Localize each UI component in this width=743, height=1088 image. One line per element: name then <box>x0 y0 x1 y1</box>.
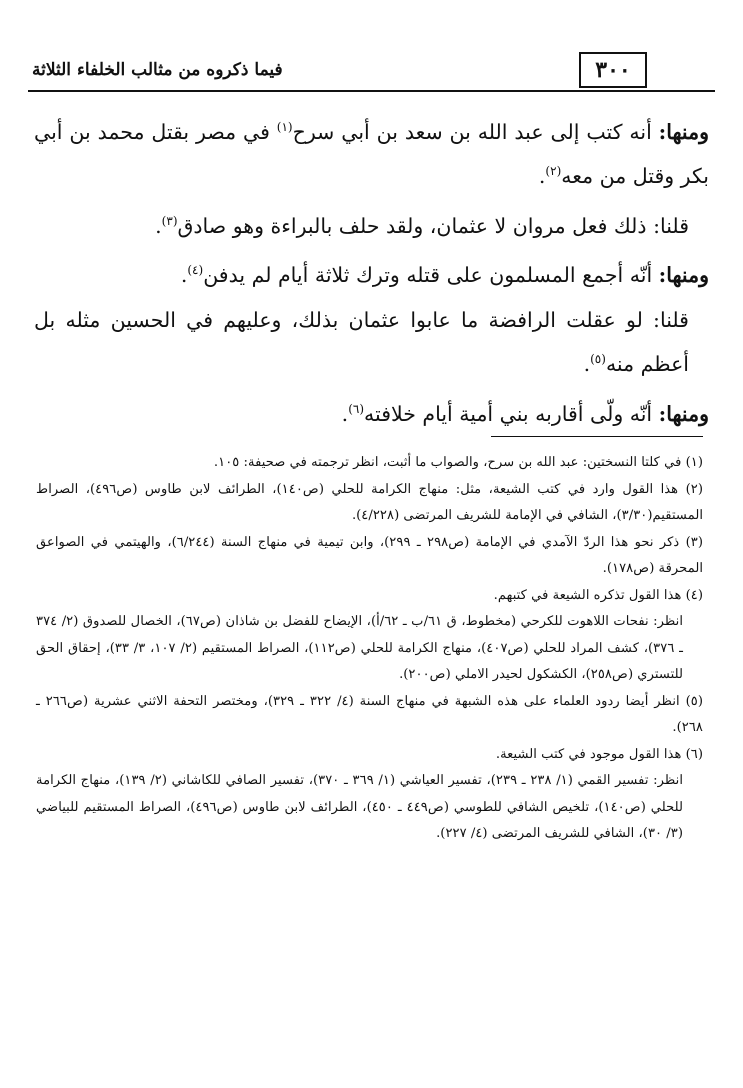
paragraph-lead: ومنها: <box>658 401 709 426</box>
page-header <box>28 50 715 96</box>
paragraph-text: قلنا: ذلك فعل مروان لا عثمان، ولقد حلف بالبراءة وهو صادق <box>177 213 689 238</box>
footnotes <box>36 450 703 848</box>
footnote-4-sources: انظر: نفحات اللاهوت للكرحي (مخطوط، ق ٦١/ب ـ ٦٢/أ)، الإيضاح للفضل بن شاذان (ص٦٧)، الخصال للصدوق (٢/ ٣٧٤ ـ ٣٧٦)، كشف المراد للحلي (ص٤٠٧)، منهاج الكرامة للحلي (ص١١٢)، الصراط المستقيم (٢/ ١٠٧، ٣/ ٣٣)، إحقاق الحق للتستري (ص٢٥٨)، الكشكول لحيدر الاملي (ص٢٠٠). <box>36 614 684 682</box>
paragraph-1 <box>34 108 709 196</box>
footnote-ref: (٥) <box>590 352 606 367</box>
paragraph-text: أنه كتب إلى عبد الله بن سعد بن أبي سرح <box>292 119 659 144</box>
footnote-2: (٢) هذا القول وارد في كتب الشيعة، مثل: منهاج الكرامة للحلي (ص١٤٠)، الطرائف لابن طاوس (ص٤٩٦)، الصراط المستقيم(٣/٣٠)، الشافي في الإمامة للشريف المرتضى (٤/٢٢٨). <box>36 481 703 523</box>
footnote-5: (٥) انظر أيضا ردود العلماء على هذه الشبهة في منهاج السنة (٤/ ٣٢٢ ـ ٣٢٩)، ومختصر التحفة الاثني عشرية (ص٢٦٦ ـ ٢٦٨). <box>36 693 703 735</box>
paragraph-end: . <box>180 263 188 288</box>
footnote-6-sources: انظر: تفسير القمي (١/ ٢٣٨ ـ ٢٣٩)، تفسير العياشي (١/ ٣٦٩ ـ ٣٧٠)، تفسير الصافي للكاشاني (٢/ ١٣٩)، منهاج الكرامة للحلي (ص١٤٠)، تلخيص الشافي للطوسي (ص٤٤٩ ـ ٤٥٠)، الطرائف لابن طاوس (ص٤٩٦)، الصراط المستقيم للبياضي (٣/ ٣٠)، الشافي للشريف المرتضى (٤/ ٢٢٧). <box>36 773 684 841</box>
paragraph-text: أنّه أجمع المسلمون على قتله وترك ثلاثة أيام لم يدفن <box>203 263 659 288</box>
footnote-ref: (٢) <box>545 163 562 178</box>
main-text <box>34 108 709 440</box>
page-number: ٣٠٠ <box>579 52 647 88</box>
paragraph-end: . <box>341 401 349 426</box>
footnote-3: (٣) ذكر نحو هذا الردّ الآمدي في الإمامة (ص٢٩٨ ـ ٢٩٩)، وابن تيمية في منهاج السنة (٦/٢٤٤)، والهيتمي في الصواعق المحرقة (ص١٧٨). <box>36 534 703 576</box>
footnote-ref: (٦) <box>348 402 365 417</box>
paragraph-text: في مصر بقتل محمد بن أبي بكر وقتل من معه <box>34 119 709 188</box>
footnote-ref: (١) <box>276 120 293 134</box>
footnote-4: (٤) هذا القول تذكره الشيعة في كتبهم. <box>493 587 703 603</box>
paragraph-end: . <box>538 163 546 188</box>
footnote-6: (٦) هذا القول موجود في كتب الشيعة. <box>495 746 703 762</box>
running-title: فيما ذكروه من مثالب الخلفاء الثلاثة <box>32 60 283 80</box>
paragraph-5 <box>34 390 709 434</box>
paragraph-end: . <box>583 352 591 377</box>
paragraph-text: أنّه ولّى أقاربه بني أمية أيام خلافته <box>364 401 659 426</box>
paragraph-2 <box>34 202 709 246</box>
paragraph-lead: ومنها: <box>658 119 710 144</box>
paragraph-3 <box>34 251 709 295</box>
footnote-divider <box>491 436 703 437</box>
footnote-ref: (٣) <box>161 213 178 228</box>
paragraph-text: قلنا: لو عقلت الرافضة ما عابوا عثمان بذلك، وعليهم في الحسين مثله بل أعظم منه <box>34 308 689 377</box>
footnote-1: (١) في كلتا النسختين: عبد الله بن سرح، والصواب ما أثبت، انظر ترجمته في صحيفة: ١٠٥. <box>213 455 703 470</box>
paragraph-4 <box>34 301 709 384</box>
footnote-ref: (٤) <box>187 263 204 278</box>
paragraph-lead: ومنها: <box>658 263 709 288</box>
header-divider <box>28 90 715 92</box>
paragraph-end: . <box>155 213 162 238</box>
